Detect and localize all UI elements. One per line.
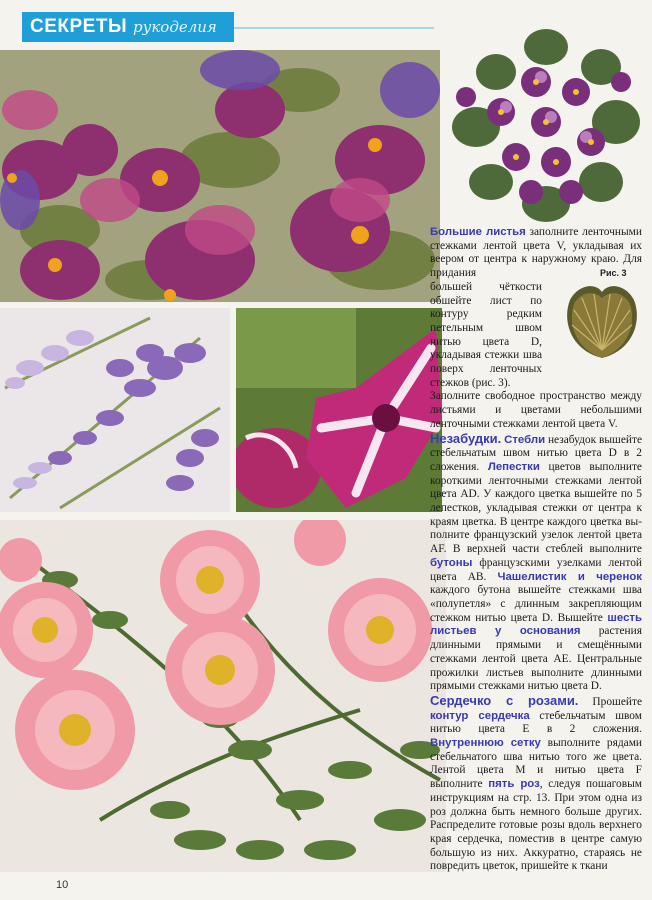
section-heading-forget-me-nots: Незабудки.: [430, 430, 502, 446]
figure-label: Рис. 3: [600, 268, 627, 278]
p2-text-2: цветов выполните короткими ленточными стежками лентой цвета AD. У каждого цветка вышейте по 5 лепестков, укладывая стежки от центра к краям цветка. В центре каждого цветка выполните французский узелок лентой цвета AF. В верхней части стеблей выполните: [430, 460, 642, 556]
lavender-embroidery-photo: [0, 308, 230, 512]
violet-wreath-photo: [446, 22, 646, 222]
logo-main-text: СЕКРЕТЫ: [30, 16, 128, 37]
keyword-stems: Стебли: [504, 433, 546, 446]
paragraph-fill-space: [430, 390, 642, 431]
keyword-sepal: Чашелистик и черенок: [497, 570, 642, 583]
p2-text-5: растения длинными прямыми и смещёнными стежками лентой цвета AE. Центральные прожилки листьев выполните длинными прямыми стежками нитью цвета D.: [430, 625, 642, 693]
article-text-column: [430, 226, 642, 874]
p2-text-1: незабудок вышейте стебельчатым швом нитью цвета D в 2 сложения.: [430, 433, 643, 473]
p1-text-a: заполните ленточными стежками лентой цвета V, укладывая их веером от центра к наружному краю. Для придания: [430, 226, 642, 280]
keyword-big-leaves: Большие листья: [430, 226, 526, 238]
keyword-six-leaves: шесть листьев у основания: [430, 611, 642, 638]
keyword-petals: Лепестки: [487, 460, 540, 473]
p2-text-4: каждого бутона вышейте стежками шва «полупетля» с длинным закрепляющим стежком нитью цвета D. Вышейте: [430, 584, 642, 624]
paragraph-big-leaves: [430, 226, 642, 281]
section-heading-heart-roses: Сердечко с розами.: [430, 692, 579, 708]
paragraph-heart-roses: [430, 694, 642, 874]
logo-sub-text: рукоделия: [133, 18, 217, 36]
p1-text-c: Заполните свободное пространство между листьями и цветами небольшими ленточными стежками лентой цвета V.: [430, 390, 642, 430]
header-rule: [234, 27, 434, 29]
keyword-inner-grid: Внутреннюю сетку: [430, 737, 541, 750]
p2-text-3: французскими узелками лентой цвета AB.: [430, 556, 642, 583]
p3-text-0: Прошейте: [578, 695, 643, 708]
paragraph-forget-me-nots: [430, 432, 642, 694]
pink-daisies-embroidery-photo: [0, 520, 446, 872]
petunia-flower-photo: [236, 308, 442, 512]
page-number: 10: [56, 879, 69, 891]
p3-text-3: , следуя пошаговым инструкциям на стр. 13. При этом одна из роз должна быть немного больше других. Распределите готовые розы вдоль верхнего края сердечка, поместив в центре самую большую из них. Аккуратно, стараясь не повредить цветок, пришейте к ткани: [430, 778, 642, 873]
embroidered-violets-photo: [0, 50, 440, 302]
p1-text-b: большей чёткости обшейте лист по контуру редким петельным швом нитью цвета D, укладывая стежки шва поверх ленточных стежков (рис. 3).: [430, 280, 542, 389]
keyword-buds: бутоны: [430, 556, 473, 569]
magazine-logo: [22, 12, 234, 42]
keyword-five-roses: пять роз: [488, 778, 540, 791]
paragraph-leaf-contour: [430, 281, 542, 391]
keyword-heart-contour: контур сердечка: [430, 709, 530, 722]
p3-text-2: выполните рядами стебельчатого шва нитью того же цвета. Лентой цвета M и нитью цвета F выполните: [430, 737, 642, 791]
p3-text-1: стебельчатым швом нитью цвета E в 2 сложения.: [430, 709, 642, 736]
